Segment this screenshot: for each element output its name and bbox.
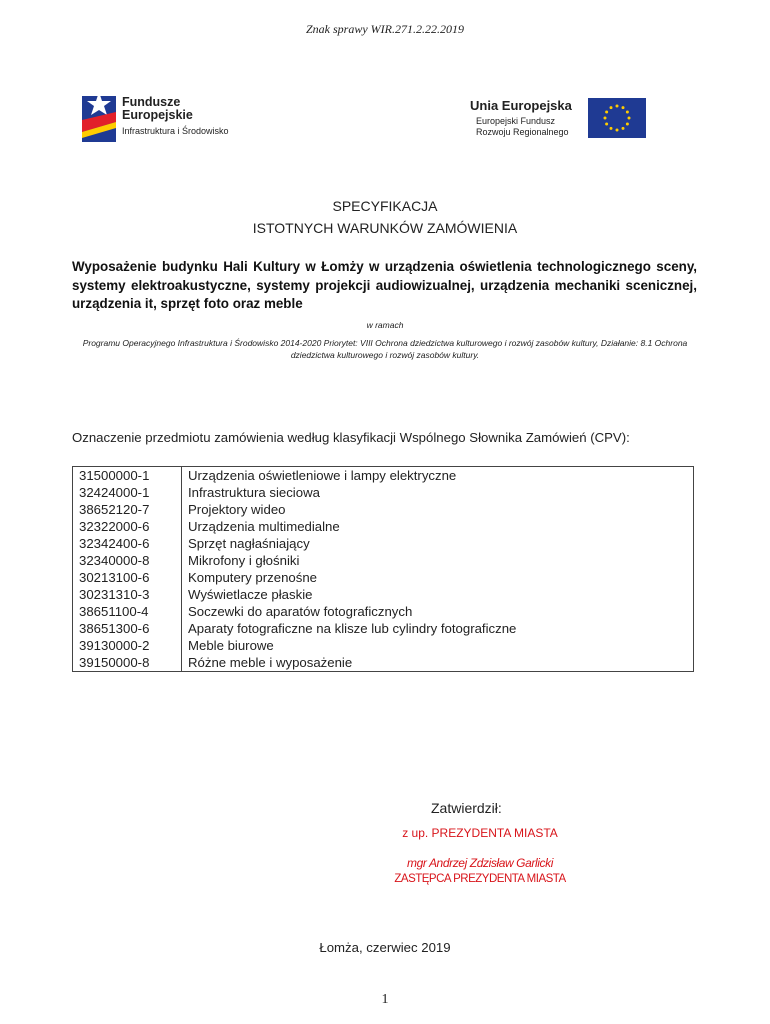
eu-star-icon: [622, 127, 625, 130]
fe-logo-line3: Infrastruktura i Środowisko: [122, 126, 229, 136]
table-row: [73, 620, 694, 637]
procurement-subject: Wyposażenie budynku Hali Kultury w Łomży w urządzenia oświetlenia technologicznego sceny, systemy elektroakustyczne, systemy projekcji audiowizualnej, urządzenia mechaniki scenicznej, urządzenia it, sprzęt foto oraz meble: [72, 259, 697, 311]
cpv-code-cell: 39130000-2: [73, 637, 182, 654]
table-row: [73, 518, 694, 535]
in-frame-label: w ramach: [366, 320, 404, 330]
cpv-code-cell: 32340000-8: [73, 552, 182, 569]
cpv-description-cell: Wyświetlacze płaskie: [182, 586, 694, 603]
fe-logo-line2: Europejskie: [122, 108, 193, 122]
table-row: [73, 603, 694, 620]
approved-label: Zatwierdził:: [431, 800, 502, 816]
document-title-line2: ISTOTNYCH WARUNKÓW ZAMÓWIENIA: [252, 220, 518, 236]
cpv-description-cell: Komputery przenośne: [182, 569, 694, 586]
fe-logo-line1: Fundusze: [122, 95, 181, 109]
page-number: 1: [381, 992, 389, 1007]
eu-star-icon: [605, 111, 608, 114]
cpv-code-cell: 38651300-6: [73, 620, 182, 637]
cpv-code-cell: 30213100-6: [73, 569, 182, 586]
cpv-description-cell: Sprzęt nagłaśniający: [182, 535, 694, 552]
cpv-table: [72, 466, 694, 672]
cpv-intro: Oznaczenie przedmiotu zamówienia według klasyfikacji Wspólnego Słownika Zamówień (CPV):: [72, 430, 630, 445]
eu-star-icon: [616, 105, 619, 108]
cpv-code-cell: 31500000-1: [73, 467, 182, 485]
eu-star-icon: [622, 106, 625, 109]
eu-star-icon: [626, 123, 629, 126]
on-behalf-text: z up. PREZYDENTA MIASTA: [402, 826, 558, 840]
eu-star-icon: [605, 123, 608, 126]
cpv-description-cell: Mikrofony i głośniki: [182, 552, 694, 569]
cpv-code-cell: 38651100-4: [73, 603, 182, 620]
cpv-description-cell: Urządzenia oświetleniowe i lampy elektryczne: [182, 467, 694, 485]
table-row: [73, 586, 694, 603]
fe-logo: [82, 90, 272, 142]
eu-star-icon: [604, 117, 607, 120]
cpv-code-cell: 38652120-7: [73, 501, 182, 518]
table-row: [73, 569, 694, 586]
signatory-name: mgr Andrzej Zdzisław Garlicki: [407, 856, 553, 870]
table-row: [73, 654, 694, 672]
table-row: [73, 535, 694, 552]
eu-star-icon: [626, 111, 629, 114]
cpv-code-cell: 32342400-6: [73, 535, 182, 552]
eu-star-icon: [616, 129, 619, 132]
eu-star-icon: [628, 117, 631, 120]
cpv-description-cell: Projektory wideo: [182, 501, 694, 518]
eu-logo: [470, 98, 650, 140]
eu-star-icon: [610, 127, 613, 130]
cpv-description-cell: Urządzenia multimedialne: [182, 518, 694, 535]
eu-logo-line1: Unia Europejska: [470, 98, 572, 113]
eu-logo-line3: Rozwoju Regionalnego: [476, 127, 569, 137]
table-row: [73, 552, 694, 569]
cpv-code-cell: 30231310-3: [73, 586, 182, 603]
signatory-position: ZASTĘPCA PREZYDENTA MIASTA: [394, 873, 566, 885]
program-description: Programu Operacyjnego Infrastruktura i Środowisko 2014-2020 Priorytet: VIII Ochrona dziedzictwa kulturowego i rozwój zasobów kultury, Działanie: 8.1 Ochrona dziedzictwa kulturowego i rozwój zasobów kultury.: [82, 338, 688, 360]
eu-logo-line2: Europejski Fundusz: [476, 116, 556, 126]
cpv-code-cell: 32424000-1: [73, 484, 182, 501]
eu-star-icon: [610, 106, 613, 109]
place-date: Łomża, czerwiec 2019: [319, 940, 451, 955]
document-title-line1: SPECYFIKACJA: [332, 198, 438, 214]
case-number: Znak sprawy WIR.271.2.22.2019: [306, 22, 464, 36]
cpv-code-cell: 32322000-6: [73, 518, 182, 535]
fe-star-logo-icon: [82, 90, 116, 142]
table-row: [73, 501, 694, 518]
cpv-description-cell: Meble biurowe: [182, 637, 694, 654]
cpv-code-cell: 39150000-8: [73, 654, 182, 672]
table-row: [73, 467, 694, 485]
cpv-description-cell: Różne meble i wyposażenie: [182, 654, 694, 672]
table-row: [73, 484, 694, 501]
cpv-description-cell: Soczewki do aparatów fotograficznych: [182, 603, 694, 620]
cpv-description-cell: Infrastruktura sieciowa: [182, 484, 694, 501]
cpv-description-cell: Aparaty fotograficzne na klisze lub cylindry fotograficzne: [182, 620, 694, 637]
table-row: [73, 637, 694, 654]
eu-flag-icon: [588, 98, 646, 138]
